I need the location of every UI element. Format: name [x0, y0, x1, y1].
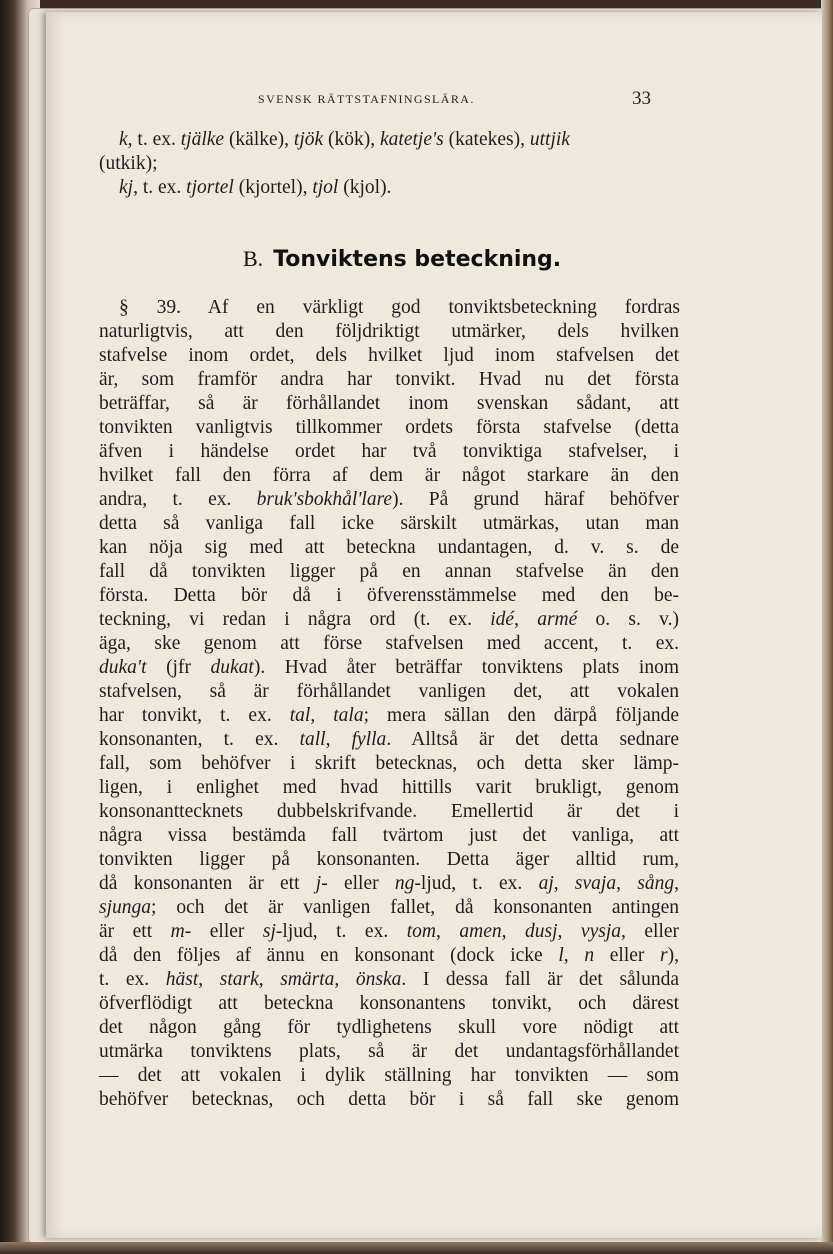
text-line: stafvelse inom ordet, dels hvilket ljud inom stafvelsen det	[99, 345, 679, 366]
text-line: äga, ske genom att förse stafvelsen med accent, t. ex.	[99, 633, 679, 654]
text-line: fall, som behöfver i skrift betecknas, och detta sker lämp-	[99, 753, 679, 774]
text-line: naturligtvis, att den följdriktigt utmärker, dels hvilken	[99, 321, 679, 342]
text-line: sjunga; och det är vanligen fallet, då konsonanten antingen	[99, 897, 679, 918]
section-letter: B.	[243, 246, 264, 271]
text-line: då den följes af ännu en konsonant (dock icke l, n eller r),	[99, 945, 680, 966]
text-line: är, som framför andra har tonvikt. Hvad nu det första	[99, 369, 679, 390]
text-line: § 39. Af en värkligt god tonviktsbeteckning fordras	[119, 297, 680, 318]
text-line: behöfver betecknas, och detta bör i så fall ske genom	[99, 1089, 679, 1110]
text-line: första. Detta bör då i öfverensstämmelse med den be-	[99, 585, 679, 606]
text-line: då konsonanten är ett j- eller ng-ljud, t. ex. aj, svaja, sång,	[99, 873, 679, 894]
text-line: det någon gång för tydlighetens skull vore nödigt att	[99, 1017, 679, 1038]
page-number: 33	[632, 88, 651, 109]
text-line: (utkik);	[99, 153, 158, 174]
text-line: duka't (jfr dukat). Hvad åter beträffar tonviktens plats inom	[99, 657, 679, 678]
text-line: några vissa bestämda fall tvärtom just det vanliga, att	[99, 825, 679, 846]
text-line: hvilket fall den förra af dem är något starkare än den	[99, 465, 679, 486]
text-line: har tonvikt, t. ex. tal, tala; mera sällan den därpå följande	[99, 705, 680, 726]
text-line: teckning, vi redan i några ord (t. ex. idé, armé o. s. v.)	[99, 609, 679, 630]
text-line: konsonanttecknets dubbelskrifvande. Emellertid är det i	[99, 801, 679, 822]
text-line: tonvikten vanligtvis tillkommer ordets första stafvelse (detta	[99, 417, 679, 438]
book-edge-right	[821, 0, 833, 1254]
text-line: kj, t. ex. tjortel (kjortel), tjol (kjol).	[119, 177, 392, 198]
text-line: t. ex. häst, stark, smärta, önska. I dessa fall är det sålunda	[99, 969, 680, 990]
text-line: andra, t. ex. bruk'sbokhål'lare). På grund häraf behöfver	[99, 489, 679, 510]
text-line: k, t. ex. tjälke (kälke), tjök (kök), katetje's (katekes), uttjik	[119, 129, 570, 150]
section-heading	[243, 246, 561, 272]
text-line: — det att vokalen i dylik ställning har tonvikten — som	[99, 1065, 679, 1086]
text-line: tonvikten ligger på konsonanten. Detta äger alltid rum,	[99, 849, 679, 870]
section-title: Tonviktens beteckning.	[273, 247, 562, 272]
text-line: kan nöja sig med att beteckna undantagen, d. v. s. de	[99, 537, 679, 558]
book-edge-bottom	[0, 1242, 833, 1254]
text-line: beträffar, så är förhållandet inom svenskan sådant, att	[99, 393, 679, 414]
text-line: äfven i händelse ordet har två tonviktiga stafvelser, i	[99, 441, 679, 462]
text-line: är ett m- eller sj-ljud, t. ex. tom, amen, dusj, vysja, eller	[99, 921, 680, 942]
text-line: ligen, i enlighet med hvad hittills varit brukligt, genom	[99, 777, 679, 798]
text-line: detta så vanliga fall icke särskilt utmärkas, utan man	[99, 513, 679, 534]
text-line: konsonanten, t. ex. tall, fylla. Alltså är det detta sednare	[99, 729, 680, 750]
text-line: stafvelsen, så är förhållandet vanligen det, att vokalen	[99, 681, 679, 702]
text-line: öfverflödigt att beteckna konsonantens tonvikt, och därest	[99, 993, 679, 1014]
running-title: SVENSK RÄTTSTAFNINGSLÄRA.	[258, 92, 475, 106]
text-line: fall då tonvikten ligger på en annan stafvelse än den	[99, 561, 679, 582]
text-line: utmärka tonviktens plats, så är det undantagsförhållandet	[99, 1041, 679, 1062]
